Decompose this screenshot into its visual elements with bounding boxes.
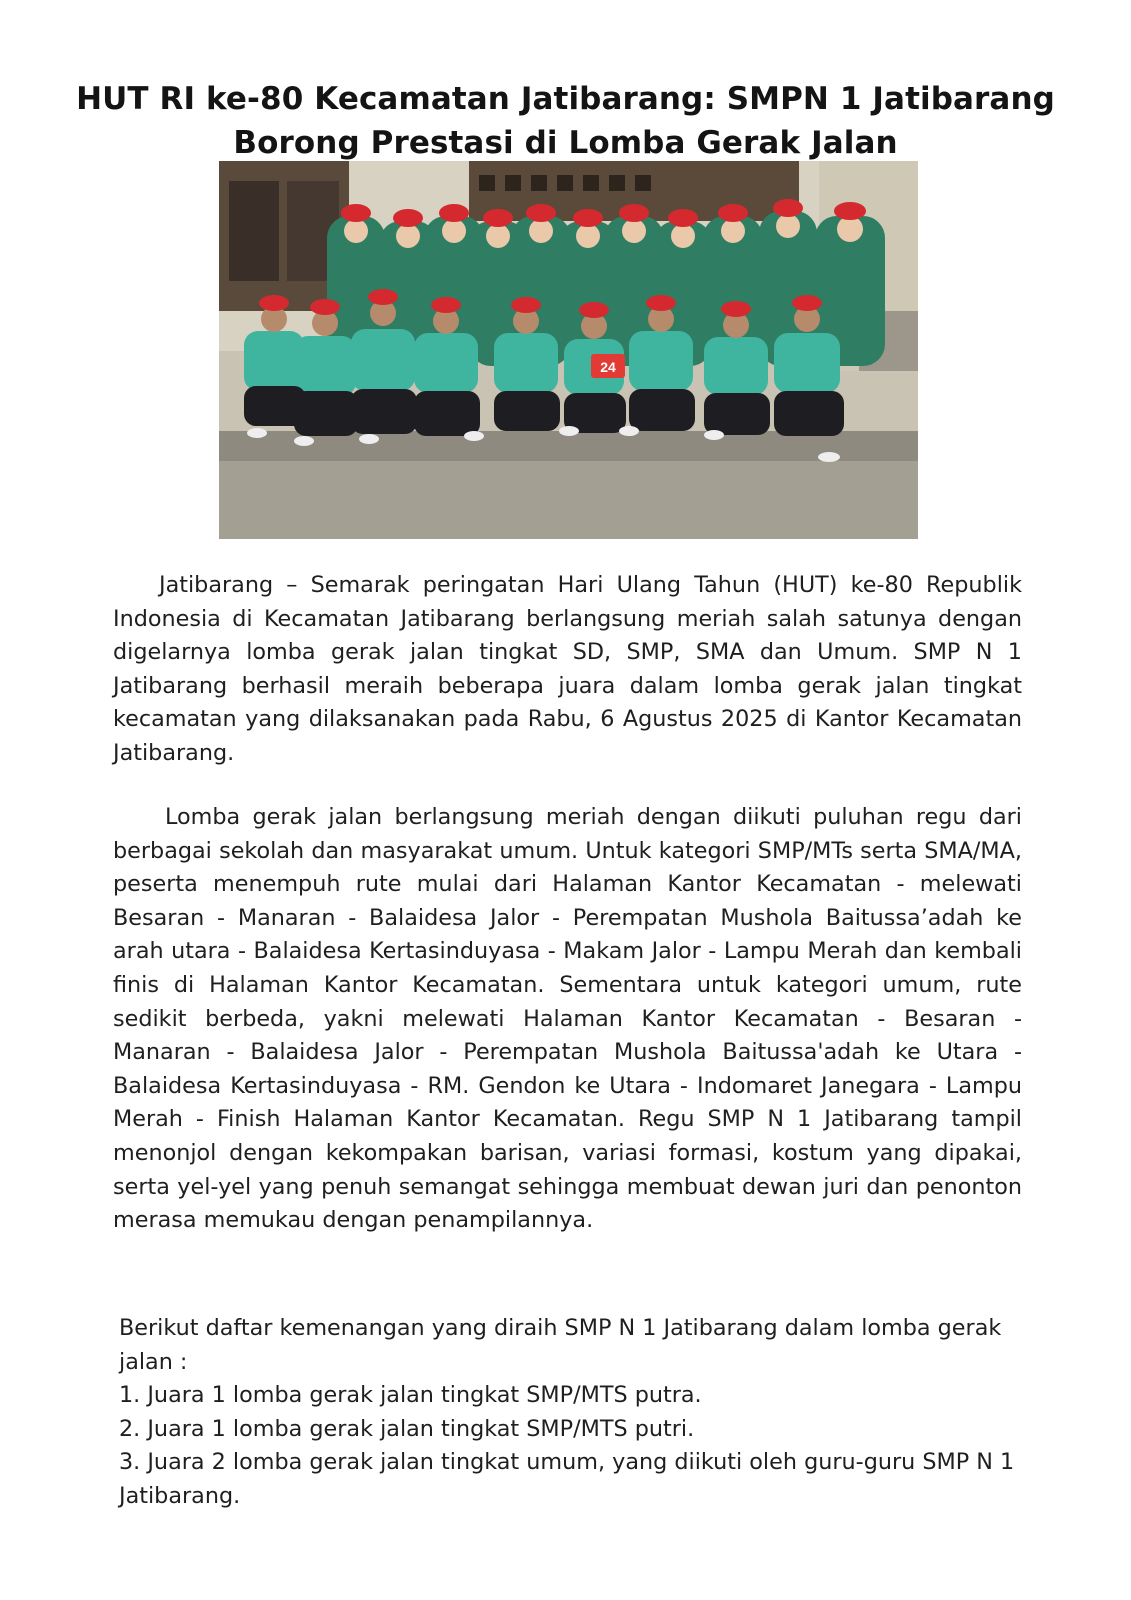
achievement-item: 3. Juara 2 lomba gerak jalan tingkat umum, yang diikuti oleh guru-guru SMP N 1 Jatibarang. [119, 1449, 1015, 1509]
article-paragraph-2: Lomba gerak jalan berlangsung meriah dengan diikuti puluhan regu dari berbagai sekolah dan masyarakat umum. Untuk kategori SMP/MTs serta SMA/MA, peserta menempuh rute mulai dari Halaman Kantor Kecamatan - melewati Besaran - Manaran - Balaidesa Jalor - Perempatan Mushola Baitussa’adah ke arah utara - Balaidesa Kertasinduyasa - Makam Jalor - Lampu Merah dan kembali finis di Halaman Kantor Kecamatan. Sementara untuk kategori umum, rute sedikit berbeda, yakni melewati Halaman Kantor Kecamatan - Besaran - Manaran - Balaidesa Jalor - Perempatan Mushola Baitussa'adah ke Utara - Balaidesa Kertasinduyasa - RM. Gendon ke Utara - Indomaret Janegara - Lampu Merah - Finish Halaman Kantor Kecamatan. Regu SMP N 1 Jatibarang tampil menonjol dengan kekompakan barisan, variasi formasi, kostum yang dipakai, serta yel-yel yang penuh semangat sehingga membuat dewan juri dan penonton merasa memukau dengan penampilannya. [113, 804, 1022, 1234]
team-photo-illustration [219, 161, 918, 539]
achievements-section [119, 1312, 1039, 1514]
article-title [60, 77, 1071, 165]
article-title-line-2: Borong Prestasi di Lomba Gerak Jalan [233, 124, 898, 161]
achievement-item: 1. Juara 1 lomba gerak jalan tingkat SMP/MTS putra. [119, 1382, 702, 1409]
achievements-intro: Berikut daftar kemenangan yang diraih SMP N 1 Jatibarang dalam lomba gerak jalan : [119, 1315, 1002, 1375]
team-group-photo [219, 161, 918, 539]
achievements-list [119, 1379, 1039, 1513]
article-title-line-1: HUT RI ke-80 Kecamatan Jatibarang: SMPN 1 Jatibarang [76, 80, 1055, 117]
achievement-item: 2. Juara 1 lomba gerak jalan tingkat SMP/MTS putri. [119, 1415, 695, 1442]
bib-number: 24 [600, 359, 616, 375]
article-paragraph-1: Jatibarang – Semarak peringatan Hari Ulang Tahun (HUT) ke-80 Republik Indonesia di Kecamatan Jatibarang berlangsung meriah salah satunya dengan digelarnya lomba gerak jalan tingkat SD, SMP, SMA dan Umum. SMP N 1 Jatibarang berhasil meraih beberapa juara dalam lomba gerak jalan tingkat kecamatan yang dilaksanakan pada Rabu, 6 Agustus 2025 di Kantor Kecamatan Jatibarang. [113, 572, 1022, 766]
